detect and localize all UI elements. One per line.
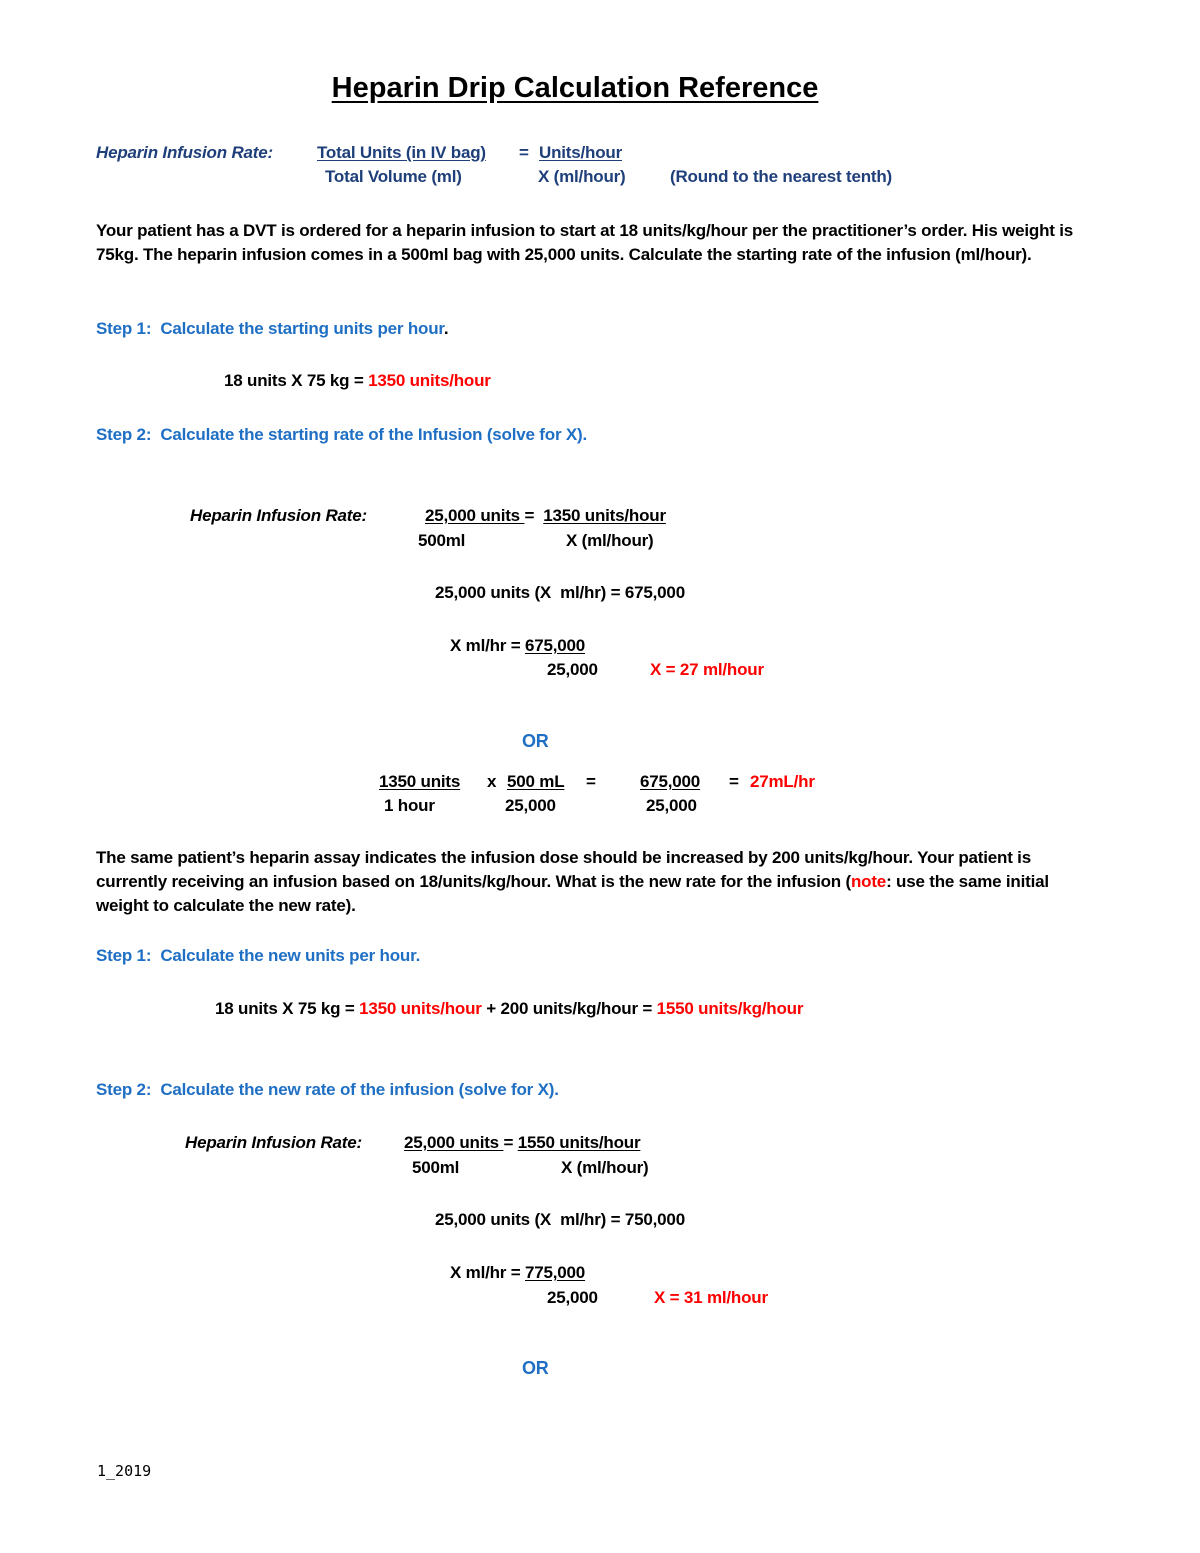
part1-step1-label: Step 1: Calculate the starting units per hour [96,319,444,338]
part2-step1-heading: Step 1: Calculate the new units per hour. [96,946,421,965]
formula-equals: = [519,143,529,162]
part1-or: OR [522,731,549,751]
page-footer: 1_2019 [97,1462,152,1480]
ratio-equals: = [524,506,544,525]
part2-answer: X = 31 ml/hour [654,1288,768,1307]
ratio-num-left: 25,000 units [404,1133,504,1152]
part1-ratio-den-right: X (ml/hour) [566,531,654,550]
part2-solve [450,1263,585,1283]
part1-calc-units [224,371,491,391]
formula-label: Heparin Infusion Rate: [96,143,273,162]
problem-1-text: Your patient has a DVT is ordered for a heparin infusion to start at 18 units/kg/hour per the practitioner’s order. His weight is 75kg. The heparin infusion comes in a 500ml bag with 25,000 units. Calculate the starting rate of the infusion (ml/hour). [96,221,1074,264]
alt-equals-2: = [729,772,739,791]
part2-cross-multiply: 25,000 units (X ml/hr) = 750,000 [435,1210,685,1229]
calc-d: 1550 units/kg/hour [656,999,804,1018]
calc-b: 1350 units/hour [359,999,482,1018]
problem-2-note: note [850,872,887,891]
page-title: Heparin Drip Calculation Reference [331,72,819,104]
part1-step1-heading [96,319,448,339]
formula-numerator-right: Units/hour [539,143,622,162]
solve-numerator: 775,000 [525,1263,586,1282]
formula-denominator-left: Total Volume (ml) [325,167,462,186]
formula-numerator-left: Total Units (in IV bag) [317,143,486,162]
problem-2-after: : use the same initial weight to calculate the new rate). [96,872,1049,915]
calc-expression: 18 units X 75 kg = [224,371,369,390]
formula-denominator-right: X (ml/hour) [538,167,626,186]
part1-answer: X = 27 ml/hour [650,660,764,679]
part2-ratio-den-left: 500ml [412,1158,460,1177]
part1-ratio-numerator [425,506,666,526]
part2-step2-heading: Step 2: Calculate the new rate of the infusion (solve for X). [96,1080,559,1099]
alt-equals-1: = [586,772,596,791]
part1-step2-heading: Step 2: Calculate the starting rate of the Infusion (solve for X). [96,425,588,444]
ratio-equals: = [503,1133,518,1152]
part2-calc-units [215,999,803,1019]
ratio-num-right: 1350 units/hour [543,506,666,525]
part1-step1-period: . [443,319,449,338]
solve-left: X ml/hr = [450,636,525,655]
ratio-num-right: 1550 units/hour [517,1133,641,1152]
alt-result: 27mL/hr [750,772,815,791]
formula-rounding-note: (Round to the nearest tenth) [670,167,892,186]
part2-solve-denominator: 25,000 [547,1288,598,1307]
alt-a-denominator: 1 hour [384,796,435,815]
calc-c: + 200 units/kg/hour = [481,999,657,1018]
part2-or: OR [522,1358,549,1378]
part1-ratio-label: Heparin Infusion Rate: [190,506,367,525]
alt-b-denominator: 25,000 [505,796,556,815]
solve-numerator: 675,000 [525,636,586,655]
ratio-num-left: 25,000 units [425,506,525,525]
part1-cross-multiply: 25,000 units (X ml/hr) = 675,000 [435,583,685,602]
alt-b-numerator: 500 mL [507,772,565,791]
problem-2-text [96,846,1076,918]
part2-ratio-den-right: X (ml/hour) [561,1158,649,1177]
alt-multiply: x [487,772,497,791]
alt-c-numerator: 675,000 [640,772,701,791]
solve-left: X ml/hr = [450,1263,525,1282]
part1-solve-denominator: 25,000 [547,660,598,679]
alt-c-denominator: 25,000 [646,796,697,815]
calc-result: 1350 units/hour [368,371,491,390]
part1-ratio-den-left: 500ml [418,531,466,550]
part2-ratio-numerator [404,1133,640,1153]
alt-a-numerator: 1350 units [379,772,461,791]
part2-ratio-label: Heparin Infusion Rate: [185,1133,362,1152]
problem-2-before: The same patient’s heparin assay indicates the infusion dose should be increased by 200 units/kg/hour. Your patient is currently receiving an infusion based on 18/units/kg/hour. What is the new rate for the infusion ( [96,848,1031,891]
calc-a: 18 units X 75 kg = [215,999,360,1018]
part1-solve [450,636,585,656]
